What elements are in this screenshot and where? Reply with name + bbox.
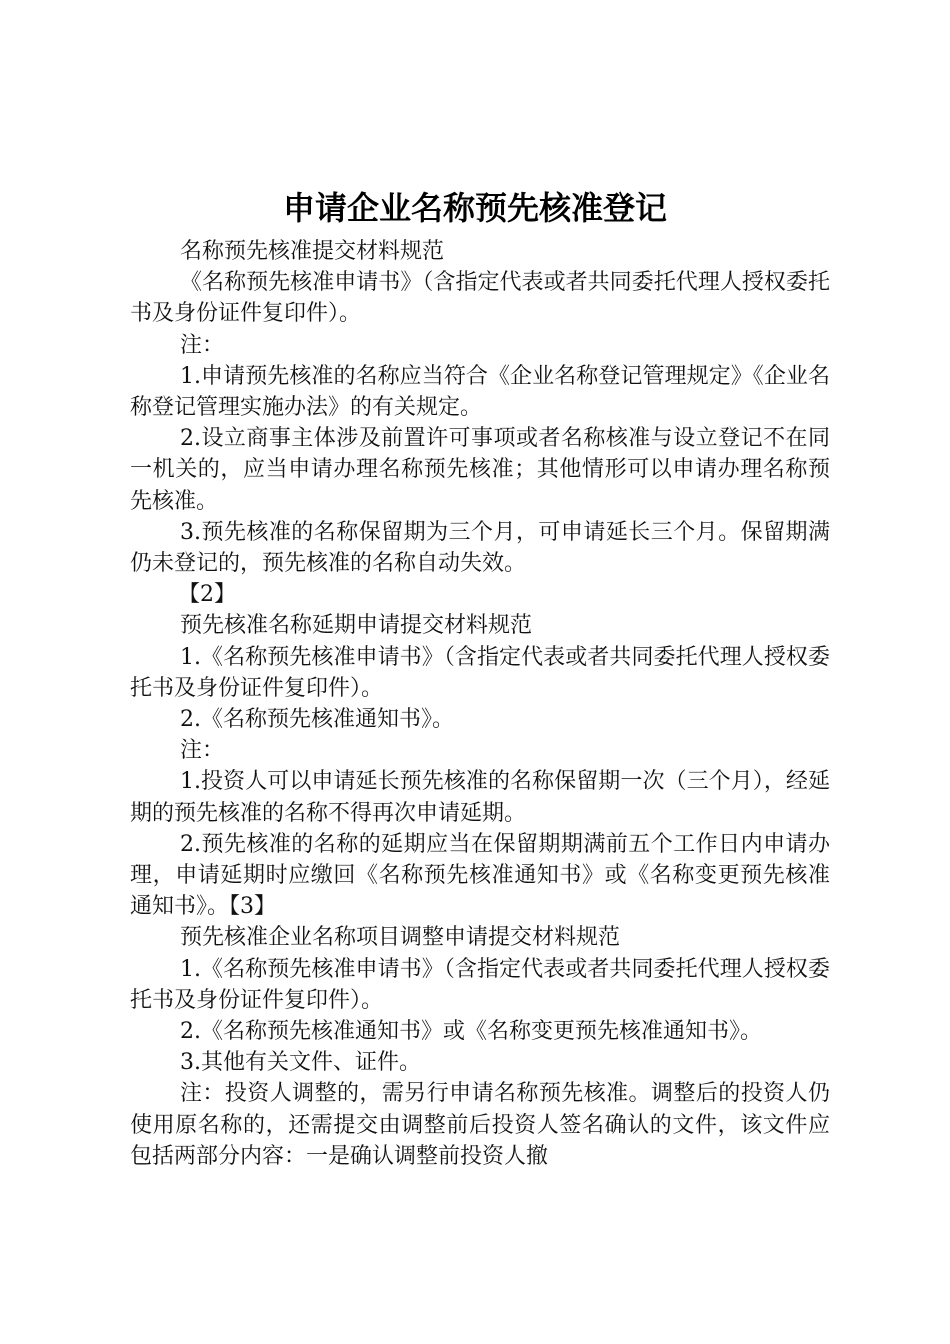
list-item: 3.其他有关文件、证件。: [180, 1050, 421, 1076]
note-item: 1.申请预先核准的名称应当符合《企业名称登记管理规定》《企业名称登记管理实施办法》的有关规定。: [130, 363, 830, 421]
list-item: 1.《名称预先核准申请书》（含指定代表或者共同委托代理人授权委托书及身份证件复印件）。: [130, 956, 830, 1013]
section-heading-1: 名称预先核准提交材料规范: [180, 239, 445, 264]
list-item: 2.《名称预先核准通知书》。: [180, 707, 454, 733]
document-title: 申请企业名称预先核准登记: [282, 189, 667, 227]
section-heading-2: 预先核准名称延期申请提交材料规范: [180, 613, 533, 639]
section-heading-3: 预先核准企业名称项目调整申请提交材料规范: [180, 925, 621, 951]
note-label: 注：: [180, 332, 225, 358]
note-item: 2.设立商事主体涉及前置许可事项或者名称核准与设立登记不在同一机关的，应当申请办理名称预先核准；其他情形可以申请办理名称预先核准。: [130, 426, 830, 514]
list-item: 2.《名称预先核准通知书》或《名称变更预先核准通知书》。: [180, 1019, 762, 1045]
list-item: 1.《名称预先核准申请书》（含指定代表或者共同委托代理人授权委托书及身份证件复印件）。: [130, 644, 830, 701]
note-paragraph: 注：投资人调整的，需另行申请名称预先核准。调整后的投资人仍使用原名称的，还需提交由调整前后投资人签名确认的文件，该文件应包括两部分内容：一是确认调整前投资人撤: [130, 1081, 830, 1169]
note-label: 注：: [180, 738, 225, 764]
note-item: 1.投资人可以申请延长预先核准的名称保留期一次（三个月），经延期的预先核准的名称不得再次申请延期。: [130, 769, 830, 826]
section-marker: 【2】: [178, 582, 236, 608]
note-item: 3.预先核准的名称保留期为三个月，可申请延长三个月。保留期满仍未登记的，预先核准的名称自动失效。: [130, 519, 830, 577]
paragraph: 《名称预先核准申请书》（含指定代表或者共同委托代理人授权委托书及身份证件复印件）。: [130, 270, 830, 327]
document-body: [130, 236, 830, 1172]
note-item: 2.预先核准的名称的延期应当在保留期期满前五个工作日内申请办理，申请延期时应缴回《名称预先核准通知书》或《名称变更预先核准通知书》。【3】: [130, 831, 830, 920]
